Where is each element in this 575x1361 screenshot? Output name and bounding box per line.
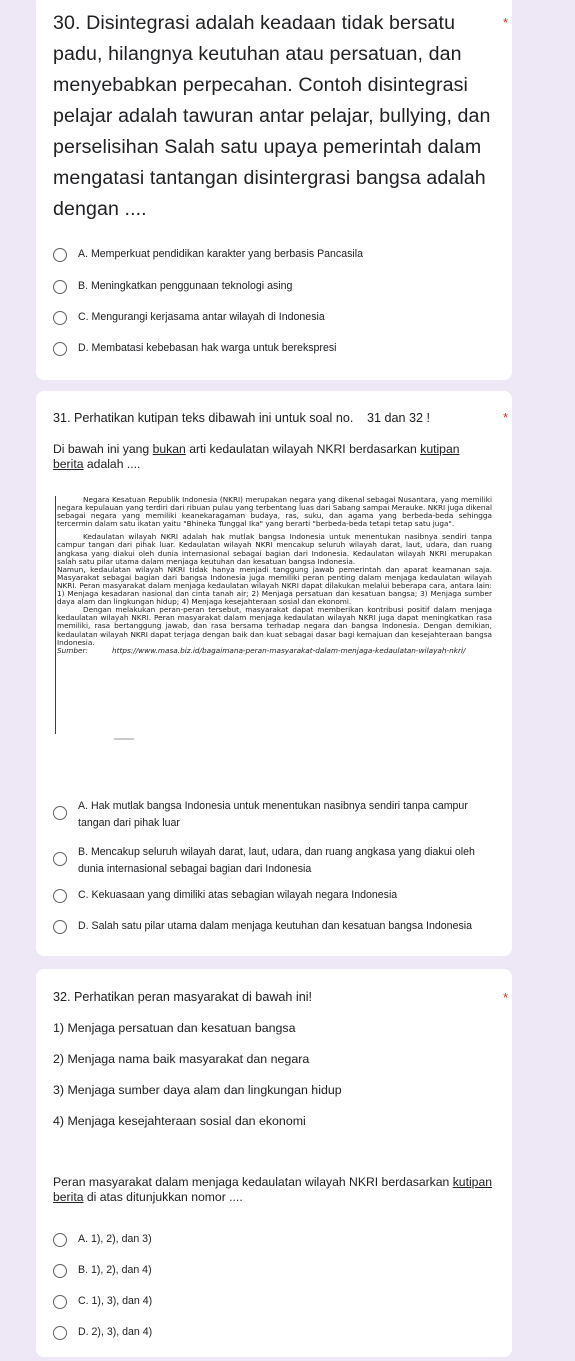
radio-button[interactable] xyxy=(53,1326,67,1340)
desc-text: di atas ditunjukkan nomor .... xyxy=(83,1190,243,1204)
option-label: C. Kekuasaan yang dimiliki atas sebagian wilayah negara Indonesia xyxy=(78,889,398,901)
option-b[interactable] xyxy=(53,280,292,294)
option-c[interactable] xyxy=(53,889,397,903)
role-list-item: 3) Menjaga sumber daya alam dan lingkungan hidup xyxy=(53,1083,342,1097)
radio-button[interactable] xyxy=(53,920,67,934)
option-label: A. Memperkuat pendidikan karakter yang berbasis Pancasila xyxy=(78,248,364,260)
desc-text: arti kedaulatan wilayah NKRI berdasarkan xyxy=(185,442,421,456)
required-asterisk: * xyxy=(503,410,509,425)
required-asterisk: * xyxy=(503,990,509,1005)
radio-button[interactable] xyxy=(53,342,67,356)
question-card-32 xyxy=(36,969,512,1357)
desc-underlined: bukan xyxy=(152,442,186,456)
desc-text: Peran masyarakat dalam menjaga kedaulatan wilayah NKRI berdasarkan xyxy=(53,1175,453,1189)
radio-button[interactable] xyxy=(53,852,67,866)
option-c[interactable] xyxy=(53,1295,152,1309)
option-label: B. Meningkatkan penggunaan teknologi asing xyxy=(78,280,293,292)
option-d[interactable] xyxy=(53,920,472,934)
option-label: D. 2), 3), dan 4) xyxy=(78,1326,153,1338)
option-a[interactable] xyxy=(53,798,483,832)
option-label: A. Hak mutlak bangsa Indonesia untuk menentukan nasibnya sendiri tanpa campur tangan dari pihak luar xyxy=(78,800,468,829)
radio-button[interactable] xyxy=(53,806,67,820)
source-url: https://www.masa.biz.id/bagaimana-peran-masyarakat-dalam-menjaga-kedaulatan-wilayah-nkri/ xyxy=(112,645,466,655)
role-list-item: 1) Menjaga persatuan dan kesatuan bangsa xyxy=(53,1021,296,1035)
news-excerpt-image xyxy=(55,496,492,734)
radio-button[interactable] xyxy=(53,1295,67,1309)
option-label: D. Salah satu pilar utama dalam menjaga keutuhan dan kesatuan bangsa Indonesia xyxy=(78,920,473,932)
option-label: C. Mengurangi kerjasama antar wilayah di Indonesia xyxy=(78,311,325,323)
question-description xyxy=(53,442,493,472)
radio-button[interactable] xyxy=(53,1264,67,1278)
radio-button[interactable] xyxy=(53,280,67,294)
excerpt-paragraph: Dengan melakukan peran-peran tersebut, masyarakat dapat memberikan kontribusi positif dalam menjaga kedaulatan wilayah NKRI. Peran masyarakat dalam menjaga kedaulatan wilayah NKRI juga dapat meningkatkan rasa memiliki, rasa bertanggung jawab, dan rasa bersama terhadap negara dan bangsa Indonesia. Dengan demikian, kedaulatan wilayah NKRI dapat terjaga dengan baik dan kuat sebagai dasar bagi kemajuan dan kesejahteraan bangsa Indonesia. xyxy=(57,605,492,647)
radio-button[interactable] xyxy=(53,248,67,262)
source-label: Sumber: xyxy=(57,645,88,655)
desc-underlined: kutipan berita xyxy=(53,442,460,471)
option-label: B. Mencakup seluruh wilayah darat, laut, udara, dan ruang angkasa yang diakui oleh dunia internasional sebagai bagian dari Indonesia xyxy=(78,846,475,875)
excerpt-paragraph: Negara Kesatuan Republik Indonesia (NKRI) merupakan negara yang dikenal sebagai Nusantara, yang memiliki negara kepulauan yang terdiri dari ribuan pulau yang terbentang luas dari Sabang sampai Merauke. NKRI juga dikenal sebagai negara yang memiliki keanekaragaman budaya, ras, suku, dan agama yang berbeda-beda sehingga tercermin dalam satu ikatan yaitu "Bhineka Tunggal Ika" yang berarti "berbeda-beda tetapi tetap satu juga". xyxy=(57,495,492,529)
question-title: 32. Perhatikan peran masyarakat di bawah ini! xyxy=(53,990,313,1004)
option-b[interactable] xyxy=(53,1264,152,1278)
desc-text: Di bawah ini yang xyxy=(53,442,153,456)
option-label: C. 1), 3), dan 4) xyxy=(78,1295,153,1307)
question-title xyxy=(53,411,431,425)
question-card-30 xyxy=(36,0,512,380)
option-a[interactable] xyxy=(53,248,363,262)
excerpt-paragraph: Kedaulatan wilayah NKRI adalah hak mutlak bangsa Indonesia untuk menentukan nasibnya sendiri tanpa campur tangan dari pihak luar. Kedaulatan wilayah NKRI mencakup seluruh wilayah darat, laut, udara, dan ruang angkasa yang diakui oleh dunia internasional sebagai bagian dari Indonesia. Kedaulatan wilayah NKRI merupakan salah satu pilar utama dalam menjaga keutuhan dan kesatuan bangsa Indonesia. xyxy=(57,532,492,566)
question-title-tail: 31 dan 32 ! xyxy=(367,411,431,425)
question-description xyxy=(53,1175,493,1205)
option-label: A. 1), 2), dan 3) xyxy=(78,1233,152,1245)
radio-button[interactable] xyxy=(53,1233,67,1247)
desc-underlined: kutipan berita xyxy=(53,1175,493,1204)
option-c[interactable] xyxy=(53,311,325,325)
option-d[interactable] xyxy=(53,342,337,356)
excerpt-paragraph: Namun, kedaulatan wilayah NKRI tidak hanya menjadi tanggung jawab pemerintah dan aparat keamanan saja. Masyarakat sebagai bagian dari bangsa Indonesia juga memiliki peran penting dalam menjaga kedaulatan wilayah NKRI. Peran masyarakat dalam menjaga kedaulatan wilayah NKRI dapat dilakukan melalui beberapa cara, antara lain: 1) Menjaga kesadaran nasional dan cinta tanah air; 2) Menjaga persatuan dan kesatuan bangsa; 3) Menjaga sumber daya alam dan lingkungan hidup; 4) Menjaga kesejahteraan sosial dan ekonomi. xyxy=(57,564,492,607)
radio-button[interactable] xyxy=(53,311,67,325)
desc-text: adalah .... xyxy=(83,457,141,471)
option-a[interactable] xyxy=(53,1233,152,1247)
option-label: D. Membatasi kebebasan hak warga untuk berekspresi xyxy=(78,342,337,354)
option-b[interactable] xyxy=(53,844,483,878)
question-title-text: 31. Perhatikan kutipan teks dibawah ini untuk soal no. xyxy=(53,411,354,425)
option-d[interactable] xyxy=(53,1326,152,1340)
question-card-31 xyxy=(36,391,512,956)
image-edge-mark xyxy=(114,738,134,740)
required-asterisk: * xyxy=(503,15,509,30)
option-label: B. 1), 2), dan 4) xyxy=(78,1264,152,1276)
radio-button[interactable] xyxy=(53,889,67,903)
role-list-item: 4) Menjaga kesejahteraan sosial dan ekonomi xyxy=(53,1114,306,1128)
excerpt-source xyxy=(57,647,492,655)
role-list-item: 2) Menjaga nama baik masyarakat dan negara xyxy=(53,1052,310,1066)
question-title: 30. Disintegrasi adalah keadaan tidak bersatu padu, hilangnya keutuhan atau persatuan, dan menyebabkan perpecahan. Contoh disintegrasi pelajar adalah tawuran antar pelajar, bullying, dan perselisihan Salah satu upaya pemerintah dalam mengatasi tantangan disintergrasi bangsa adalah dengan .... xyxy=(53,12,491,220)
